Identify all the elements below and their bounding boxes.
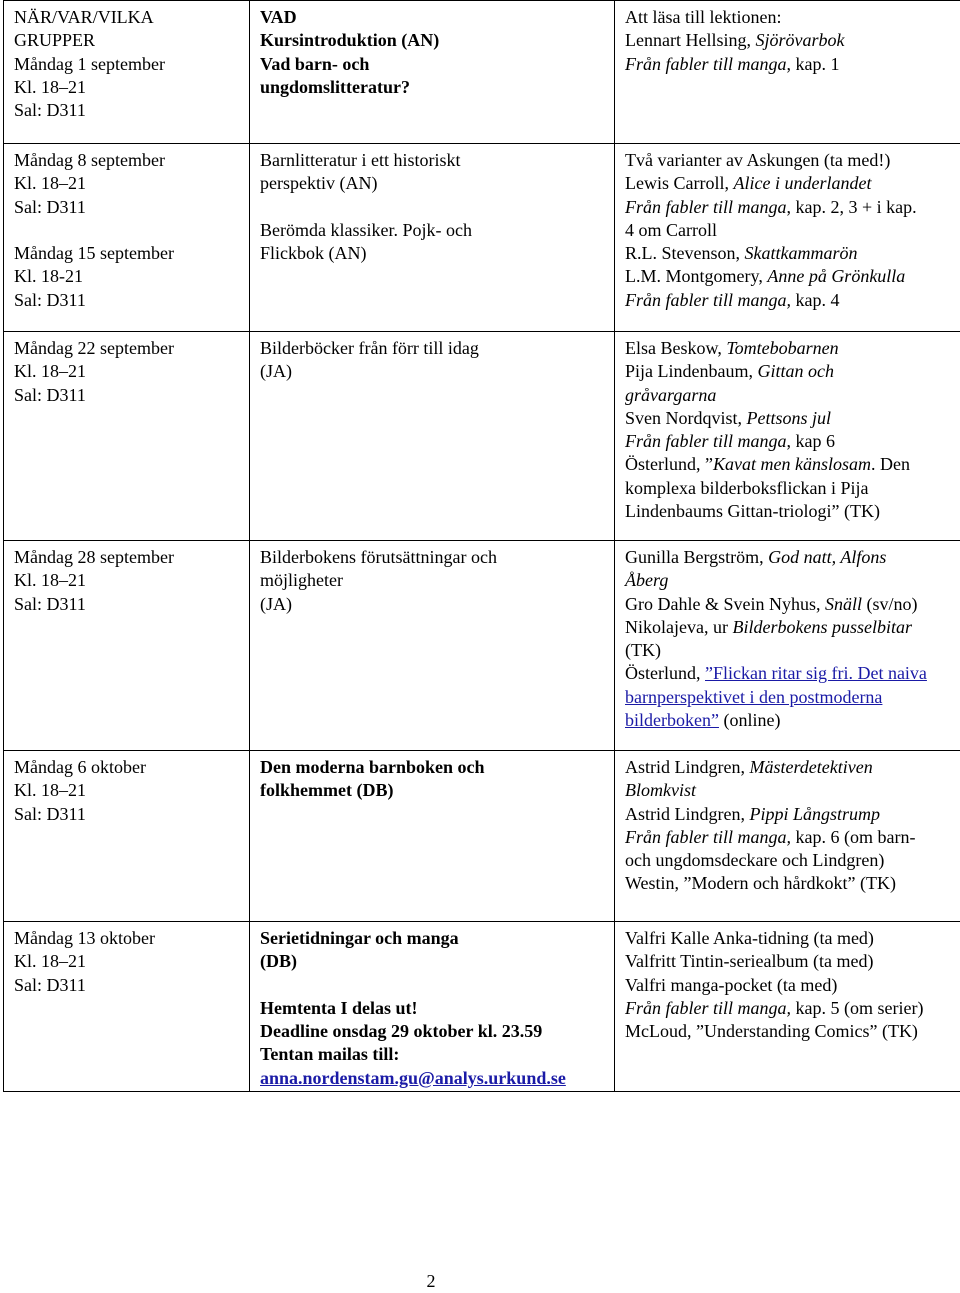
reading-item: Från fabler till manga, kap. 4 [625,289,960,312]
email-link[interactable]: anna.nordenstam.gu@analys.urkund.se [260,1068,566,1088]
reading-item: Från fabler till manga, kap. 6 (om barn- [625,826,960,849]
reading-cell [615,332,960,541]
room: Sal: D311 [14,196,249,219]
reading-cell [615,541,960,751]
date: Måndag 8 september [14,149,249,172]
what-cell [250,332,615,541]
reading-item: bilderboken” (online) [625,709,960,732]
reading-item: Sven Nordqvist, Pettsons jul [625,407,960,430]
reading-cell [615,751,960,922]
reading-item: Österlund, ”Flickan ritar sig fri. Det naiva [625,662,960,685]
article-link[interactable]: barnperspektivet i den postmoderna [625,687,882,707]
topic: Bilderbokens förutsättningar och [260,546,614,569]
reading-item: Gro Dahle & Svein Nyhus, Snäll (sv/no) [625,593,960,616]
reading-item: Från fabler till manga, kap. 2, 3 + i kap. [625,196,960,219]
table-row [4,751,960,922]
reading-cell [615,922,960,1092]
reading-item: Valfri Kalle Anka-tidning (ta med) [625,927,960,950]
when-header-cell [4,1,250,144]
date: Måndag 22 september [14,337,249,360]
topic: möjligheter [260,569,614,592]
reading-item: gråvargarna [625,384,960,407]
room: Sal: D311 [14,974,249,997]
room: Sal: D311 [14,593,249,616]
date: Måndag 6 oktober [14,756,249,779]
reading-item: Elsa Beskow, Tomtebobarnen [625,337,960,360]
time: Kl. 18-21 [14,265,249,288]
date: Måndag 28 september [14,546,249,569]
topic: perspektiv (AN) [260,172,614,195]
what-cell [250,144,615,332]
table-row [4,332,960,541]
reading-item: Valfri manga-pocket (ta med) [625,974,960,997]
exam-info: Hemtenta I delas ut! [260,997,614,1020]
when-cell [4,751,250,922]
time: Kl. 18–21 [14,779,249,802]
reading-item: Från fabler till manga, kap. 1 [625,53,960,76]
date: Måndag 13 oktober [14,927,249,950]
date: Måndag 15 september [14,242,249,265]
what-cell [250,751,615,922]
article-link[interactable]: bilderboken” [625,710,719,730]
reading-item: Från fabler till manga, kap. 5 (om serier) [625,997,960,1020]
what-cell [250,922,615,1092]
reading-item: Lindenbaums Gittan-triologi” (TK) [625,500,960,523]
reading-item: (TK) [625,639,960,662]
topic: Kursintroduktion (AN) [260,29,614,52]
room: Sal: D311 [14,384,249,407]
room: Sal: D311 [14,99,249,122]
table-row [4,1,960,144]
what-header: VAD [260,6,614,29]
topic: (JA) [260,593,614,616]
topic: Bilderböcker från förr till idag [260,337,614,360]
reading-item: L.M. Montgomery, Anne på Grönkulla [625,265,960,288]
date: Måndag 1 september [14,53,249,76]
what-cell [250,541,615,751]
table-row [4,541,960,751]
reading-cell [615,144,960,332]
topic: Serietidningar och manga [260,927,614,950]
when-cell [4,922,250,1092]
reading-item: Gunilla Bergström, God natt, Alfons [625,546,960,569]
exam-info: Tentan mailas till: [260,1043,614,1066]
time: Kl. 18–21 [14,360,249,383]
when-cell [4,332,250,541]
email-row [260,1067,614,1090]
article-link[interactable]: ”Flickan ritar sig fri. Det naiva [705,663,927,683]
topic: ungdomslitteratur? [260,76,614,99]
reading-item: 4 om Carroll [625,219,960,242]
reading-item: Valfritt Tintin-seriealbum (ta med) [625,950,960,973]
when-header: NÄR/VAR/VILKA [14,6,249,29]
topic: Den moderna barnboken och [260,756,614,779]
table-row [4,922,960,1092]
reading-item: Astrid Lindgren, Pippi Långstrump [625,803,960,826]
reading-item: Nikolajeva, ur Bilderbokens pusselbitar [625,616,960,639]
what-header-cell [250,1,615,144]
topic: (DB) [260,950,614,973]
reading-item: Lewis Carroll, Alice i underlandet [625,172,960,195]
time: Kl. 18–21 [14,950,249,973]
reading-item: Österlund, ”Kavat men känslosam. Den [625,453,960,476]
reading-item: Åberg [625,569,960,592]
when-cell [4,144,250,332]
room: Sal: D311 [14,803,249,826]
page-number: 2 [0,1270,862,1293]
time: Kl. 18–21 [14,172,249,195]
reading-header: Att läsa till lektionen: [625,6,960,29]
reading-item: Från fabler till manga, kap 6 [625,430,960,453]
reading-item: Blomkvist [625,779,960,802]
time: Kl. 18–21 [14,76,249,99]
reading-header-cell [615,1,960,144]
room: Sal: D311 [14,289,249,312]
reading-item: Lennart Hellsing, Sjörövarbok [625,29,960,52]
reading-item [625,686,960,709]
reading-item: Pija Lindenbaum, Gittan och [625,360,960,383]
topic: Flickbok (AN) [260,242,614,265]
reading-item: Westin, ”Modern och hårdkokt” (TK) [625,872,960,895]
reading-item: och ungdomsdeckare och Lindgren) [625,849,960,872]
exam-deadline: Deadline onsdag 29 oktober kl. 23.59 [260,1020,614,1043]
reading-item: R.L. Stevenson, Skattkammarön [625,242,960,265]
reading-item: McLoud, ”Understanding Comics” (TK) [625,1020,960,1043]
schedule-table [3,0,960,1092]
reading-item: Astrid Lindgren, Mästerdetektiven [625,756,960,779]
topic: folkhemmet (DB) [260,779,614,802]
reading-item: komplexa bilderboksflickan i Pija [625,477,960,500]
when-cell [4,541,250,751]
reading-item: Två varianter av Askungen (ta med!) [625,149,960,172]
topic: Berömda klassiker. Pojk- och [260,219,614,242]
topic: (JA) [260,360,614,383]
topic: Barnlitteratur i ett historiskt [260,149,614,172]
topic: Vad barn- och [260,53,614,76]
time: Kl. 18–21 [14,569,249,592]
when-header: GRUPPER [14,29,249,52]
table-row [4,144,960,332]
